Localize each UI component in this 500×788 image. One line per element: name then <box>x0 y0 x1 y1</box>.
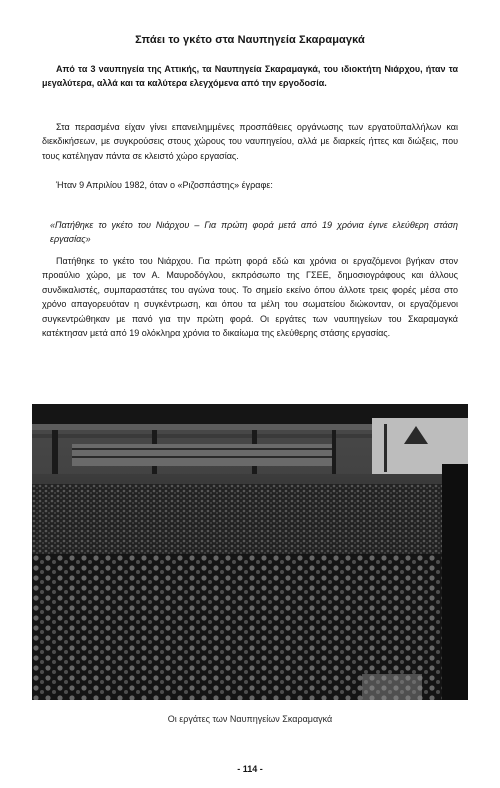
paragraph-intro: Από τα 3 ναυπηγεία της Αττικής, τα Ναυπηγεία Σκαραμαγκά, του ιδιοκτήτη Νιάρχου, ήταν τα μεγαλύτερα, αλλά και τα καλύτερα ελεγχόμενα από την εργοδοσία. <box>42 64 458 89</box>
photo-caption: Οι εργάτες των Ναυπηγείων Σκαραμαγκά <box>167 714 333 724</box>
crowd-photo-image <box>32 404 468 700</box>
crowd-photo <box>32 404 468 700</box>
paragraph-body: Πατήθηκε το γκέτο του Νιάρχου. Για πρώτη φορά εδώ και χρόνια οι εργαζόμενοι βγήκαν στον προαύλιο χώρο, με τον Α. Μαυροδόγλου, εκπρόσωπο της ΓΣΕΕ, δημοσιογράφους και άλλους συνδικαλιστές, συμπαραστάτες του αγώνα τους. Το σημείο εκείνο όπου άλλοτε τρεις φορές μέσα στο χρόνο απαγορευόταν η συγκέντρωση, και όπου τα μέλη του σωματείου διώκονταν, οι εργαζόμενοι συγκεντρώθηκαν με πανό για την πρώτη φορά. Οι εργάτες των ναυπηγείων του Σκαραμαγκά κατέκτησαν μετά από 19 ολόκληρα χρόνια το δικαίωμα της ελεύθερης στάσης εργασίας. <box>42 256 458 339</box>
page-title: Σπάει το γκέτο στα Ναυπηγεία Σκαραμαγκά <box>135 34 365 46</box>
page-number: - 114 - <box>237 764 263 774</box>
headline-quote: «Πατήθηκε το γκέτο του Νιάρχου – Για πρώτη φορά μετά από 19 χρόνια έγινε ελεύθερη στάση εργασίας» <box>50 220 458 245</box>
paragraph-date: Ήταν 9 Απριλίου 1982, όταν ο «Ριζοσπάστης» έγραφε: <box>56 180 273 190</box>
paragraph-history: Στα περασμένα είχαν γίνει επανειλημμένες προσπάθειες οργάνωσης των εργατοϋπαλλήλων και διεκδικήσεων, με συγκρούσεις στους χώρους του ναυπηγείου, αλλά με διαρκείς ήττες και διώξεις, που τους κατέληγαν πάντα σε κλειστό χώρο εργασίας. <box>42 122 458 161</box>
